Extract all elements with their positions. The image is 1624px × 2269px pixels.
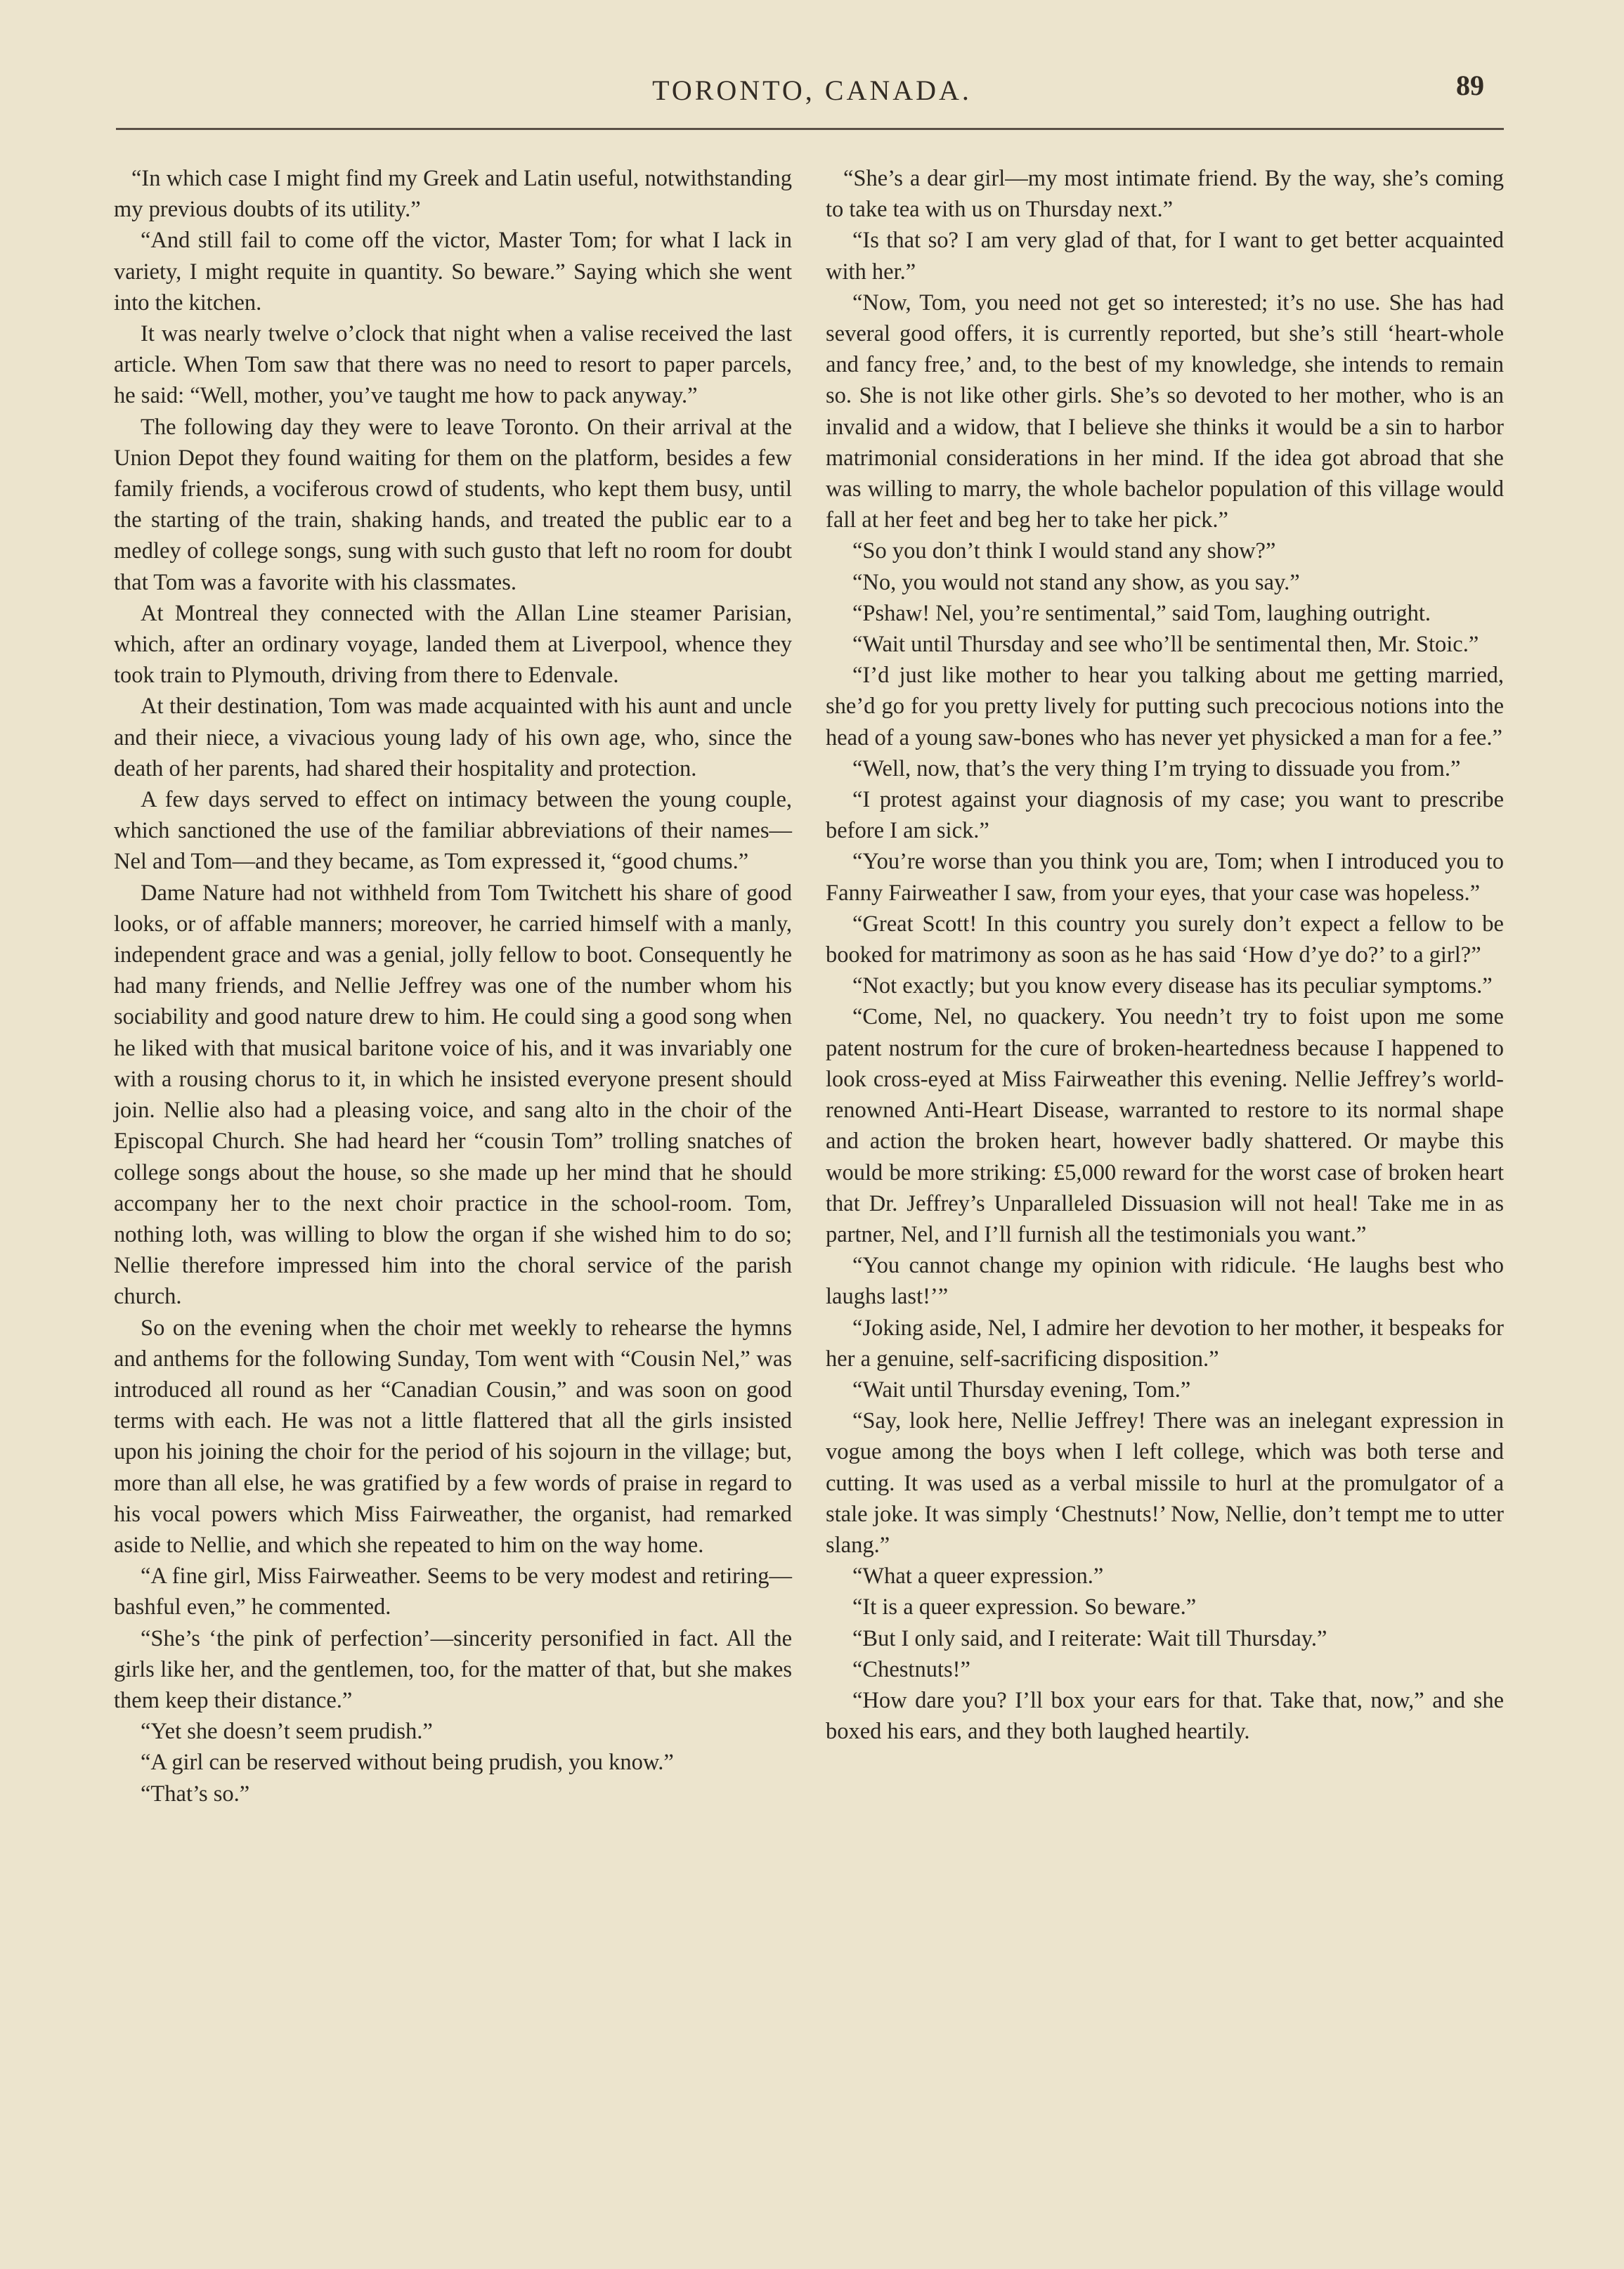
paragraph: “You’re worse than you think you are, Tom; when I introduced you to Fanny Fairweather I saw, from your eyes, that your case was hopeless.” [826,849,1504,906]
paragraph: “Great Scott! In this country you surely don’t expect a fellow to be booked for matrimony as soon as he has said ‘How d’ye do?’ to a girl?” [826,911,1504,968]
paragraph: “You cannot change my opinion with ridicule. ‘He laughs best who laughs last!’” [826,1253,1504,1310]
paragraph: “So you don’t think I would stand any show?” [852,538,1276,564]
paragraph: “Is that so? I am very glad of that, for I want to get better acquainted with her.” [826,228,1504,285]
paragraph: “That’s so.” [141,1781,250,1807]
paragraph: Dame Nature had not withheld from Tom Twitchett his share of good looks, or of affable manners; moreover, he carried himself with a manly, independent grace and was a genial, jolly fellow to boot. Consequently he had many friends, and Nellie Jeffrey was one of the number whom his sociability and good nature drew to him. He could sing a good song when he liked with that musical baritone voice of his, and it was invariably one with a rousing chorus to it, in which he insisted everyone present should join. Nellie also had a pleasing voice, and sang alto in the choir of the Episcopal Church. She had heard her “cousin Tom” trolling snatches of college songs about the house, so she made up her mind that he should accompany her to the next choir practice in the school-room. Tom, nothing loth, was willing to blow the organ if she wished him to do so; Nellie therefore impressed him into the choral service of the parish church. [114,880,792,1310]
paragraph: “Yet she doesn’t seem prudish.” [141,1719,433,1745]
paragraph: “It is a queer expression. So beware.” [852,1594,1197,1620]
paragraph: “Wait until Thursday and see who’ll be sentimental then, Mr. Stoic.” [852,632,1479,658]
paragraph: “A girl can be reserved without being prudish, you know.” [141,1750,674,1776]
paragraph: “Joking aside, Nel, I admire her devotion to her mother, it bespeaks for her a genuine, self-sacrificing disposition.” [826,1315,1504,1372]
paragraph: “And still fail to come off the victor, Master Tom; for what I lack in variety, I might requite in quantity. So beware.” Saying which she went into the kitchen. [114,228,792,316]
paragraph: “Pshaw! Nel, you’re sentimental,” said Tom, laughing outright. [852,600,1431,626]
paragraph: A few days served to effect on intimacy between the young couple, which sanctioned the use of the familiar abbreviations of their names—Nel and Tom—and they became, as Tom expressed it, “good chums.” [114,787,792,875]
paragraph: At their destination, Tom was made acquainted with his aunt and uncle and their niece, a vivacious young lady of his own age, who, since the death of her parents, had shared their hospitality and protection. [114,694,792,781]
running-header: TORONTO, CANADA. [652,74,972,106]
paragraph: So on the evening when the choir met weekly to rehearse the hymns and anthems for the following Sunday, Tom went with “Cousin Nel,” was introduced all round as her “Canadian Cousin,” and was soon on good terms with each. He was not a little flattered that all the girls insisted upon his joining the choir for the period of his sojourn in the village; but, more than all else, he was gratified by a few words of praise in regard to his vocal powers which Miss Fairweather, the organist, had remarked aside to Nellie, and which she repeated to him on the way home. [114,1315,792,1558]
paragraph: “Chestnuts!” [852,1656,970,1682]
paragraph: “What a queer expression.” [852,1563,1104,1589]
paragraph: “Say, look here, Nellie Jeffrey! There was an inelegant expression in vogue among the boys when I left college, which was both terse and cutting. It was used as a verbal missile to hurl at the promulgator of a stale joke. It was simply ‘Chestnuts!’ Now, Nellie, don’t tempt me to utter slang.” [826,1408,1504,1558]
paragraph: It was nearly twelve o’clock that night when a valise received the last article. When Tom saw that there was no need to resort to paper parcels, he said: “Well, mother, you’ve taught me how to pack anyway.” [114,321,792,409]
paragraph: “I protest against your diagnosis of my case; you want to prescribe before I am sick.” [826,787,1504,844]
paragraph: “But I only said, and I reiterate: Wait till Thursday.” [852,1625,1327,1651]
paragraph: “Come, Nel, no quackery. You needn’t try to foist upon me some patent nostrum for the cure of broken-heartedness because I happened to look cross-eyed at Miss Fairweather this evening. Nellie Jeffrey’s world-renowned Anti-Heart Disease, warranted to restore to its normal shape and action the broken heart, however badly shattered. Or maybe this would be more striking: £5,000 reward for the worst case of broken heart that Dr. Jeffrey’s Unparalleled Dissuasion will not heal! Take me in as partner, Nel, and I’ll furnish all the testimonials you want.” [826,1004,1504,1247]
left-column [114,163,792,1809]
paragraph: “I’d just like mother to hear you talking about me getting married, she’d go for you pretty lively for putting such precocious notions into the head of a young saw-bones who has never yet physicked a man for a fee.” [826,663,1504,750]
paragraph: “How dare you? I’ll box your ears for that. Take that, now,” and she boxed his ears, and they both laughed heartily. [826,1687,1504,1745]
paragraph: “Not exactly; but you know every disease has its peculiar symptoms.” [852,973,1493,999]
page-number: 89 [1456,70,1484,101]
paragraph: “Now, Tom, you need not get so interested; it’s no use. She has had several good offers, it is currently reported, but she’s still ‘heart-whole and fancy free,’ and, to the best of my knowledge, she intends to remain so. She is not like other girls. She’s so devoted to her mother, who is an invalid and a widow, that I believe she thinks it would be a sin to harbor matrimonial considerations in her mind. If the idea got abroad that she was willing to marry, the whole bachelor population of this village would fall at her feet and beg her to take her pick.” [826,290,1504,533]
right-column [826,163,1504,1747]
paragraph: “No, you would not stand any show, as you say.” [852,569,1300,595]
paragraph: “Well, now, that’s the very thing I’m trying to dissuade you from.” [852,755,1461,781]
paragraph: The following day they were to leave Toronto. On their arrival at the Union Depot they found waiting for them on the platform, besides a few family friends, a vociferous crowd of students, who kept them busy, until the starting of the train, shaking hands, and treated the public ear to a medley of college songs, sung with such gusto that left no room for doubt that Tom was a favorite with his classmates. [114,414,792,595]
paragraph: “She’s a dear girl—my most intimate friend. By the way, she’s coming to take tea with us on Thursday next.” [826,166,1504,223]
paragraph: “Wait until Thursday evening, Tom.” [852,1377,1191,1403]
paragraph: “In which case I might find my Greek and Latin useful, notwithstanding my previous doubts of its utility.” [114,166,792,223]
paragraph: “A fine girl, Miss Fairweather. Seems to be very modest and retiring—bashful even,” he commented. [114,1563,792,1620]
header-rule [116,128,1504,130]
paragraph: At Montreal they connected with the Allan Line steamer Parisian, which, after an ordinary voyage, landed them at Liverpool, whence they took train to Plymouth, driving from there to Edenvale. [114,600,792,689]
paragraph: “She’s ‘the pink of perfection’—sincerity personified in fact. All the girls like her, and the gentlemen, too, for the matter of that, but she makes them keep their distance.” [114,1625,792,1713]
